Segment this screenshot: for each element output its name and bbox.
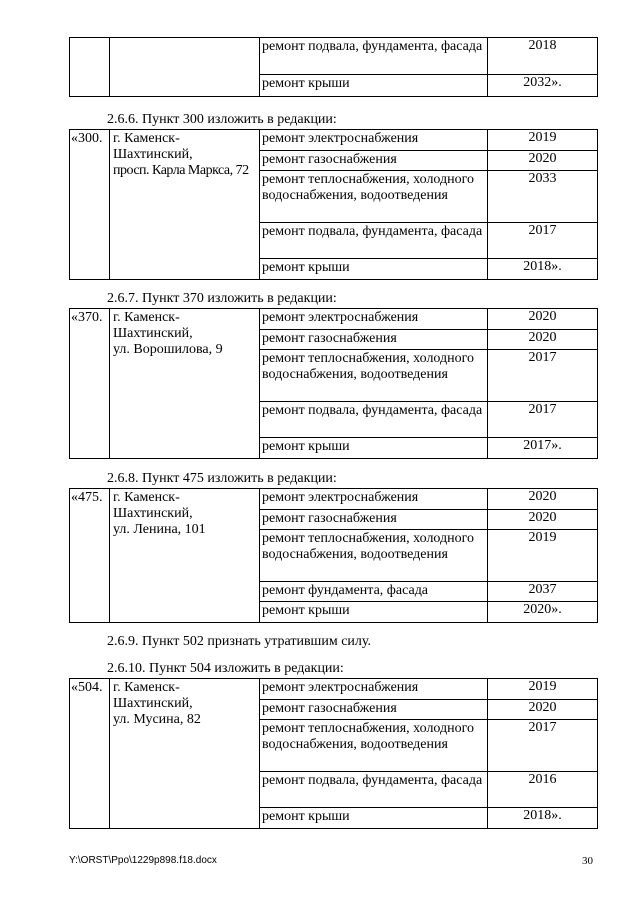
section-table-block (69, 488, 597, 623)
work-cell: ремонт крыши (260, 259, 488, 280)
address-cell (110, 309, 260, 459)
year-cell: 2017 (488, 720, 598, 772)
year-cell: 2017». (488, 438, 598, 459)
address-line: г. Каменск- (113, 131, 180, 146)
table-row (70, 679, 598, 700)
paragraph-269: 2.6.9. Пункт 502 признать утратившим силу. (107, 634, 371, 649)
item-number: «300. (70, 130, 110, 280)
address-cell (110, 679, 260, 829)
work-cell: ремонт газоснабжения (260, 510, 488, 530)
work-cell: ремонт электроснабжения (260, 679, 488, 700)
top-table-block (69, 37, 597, 97)
year-cell: 2037 (488, 582, 598, 602)
address-line: ул. Ворошилова, 9 (113, 342, 223, 357)
address-line: г. Каменск- (113, 490, 180, 505)
section-table-block (69, 308, 597, 459)
address-line: Шахтинский, (113, 696, 193, 711)
address-line: г. Каменск- (113, 310, 180, 325)
table-row (70, 309, 598, 330)
work-cell: ремонт подвала, фундамента, фасада (260, 38, 488, 75)
item-number: «504. (70, 679, 110, 829)
year-cell: 2020 (488, 510, 598, 530)
year-cell: 2019 (488, 530, 598, 582)
work-cell: ремонт теплоснабжения, холодного водоснабжения, водоотведения (260, 171, 488, 223)
work-cell: ремонт газоснабжения (260, 151, 488, 171)
section-table (69, 678, 598, 829)
address-line: просп. Карла Маркса, 72 (113, 163, 249, 178)
work-cell: ремонт крыши (260, 75, 488, 97)
year-cell: 2032». (488, 75, 598, 97)
year-cell: 2019 (488, 130, 598, 151)
table-row (70, 489, 598, 510)
work-cell: ремонт крыши (260, 602, 488, 623)
section-table-block (69, 678, 597, 829)
section-table (69, 488, 598, 623)
year-cell: 2020 (488, 489, 598, 510)
address-line: Шахтинский, (113, 506, 193, 521)
work-cell: ремонт газоснабжения (260, 700, 488, 720)
year-cell: 2018». (488, 808, 598, 829)
work-cell: ремонт подвала, фундамента, фасада (260, 772, 488, 808)
work-cell: ремонт фундамента, фасада (260, 582, 488, 602)
work-cell: ремонт теплоснабжения, холодного водоснабжения, водоотведения (260, 350, 488, 402)
year-cell: 2033 (488, 171, 598, 223)
top-table (69, 37, 598, 97)
year-cell: 2020 (488, 151, 598, 171)
year-cell: 2020 (488, 700, 598, 720)
num-cell (70, 38, 110, 97)
year-cell: 2017 (488, 223, 598, 259)
year-cell: 2017 (488, 402, 598, 438)
year-cell: 2016 (488, 772, 598, 808)
work-cell: ремонт крыши (260, 438, 488, 459)
work-cell: ремонт электроснабжения (260, 130, 488, 151)
year-cell: 2018». (488, 259, 598, 280)
work-cell: ремонт подвала, фундамента, фасада (260, 223, 488, 259)
address-line: ул. Ленина, 101 (113, 522, 206, 537)
item-number: «370. (70, 309, 110, 459)
section-heading: 2.6.8. Пункт 475 изложить в редакции: (107, 471, 337, 486)
footer-file-path: Y:\ORST\Ppo\1229p898.f18.docx (69, 855, 217, 866)
work-cell: ремонт теплоснабжения, холодного водоснабжения, водоотведения (260, 530, 488, 582)
section-table (69, 129, 598, 280)
address-line: ул. Мусина, 82 (113, 712, 201, 727)
item-number: «475. (70, 489, 110, 623)
work-cell: ремонт газоснабжения (260, 330, 488, 350)
section-heading: 2.6.6. Пункт 300 изложить в редакции: (107, 112, 337, 127)
table-row (70, 130, 598, 151)
section-table (69, 308, 598, 459)
work-cell: ремонт электроснабжения (260, 489, 488, 510)
year-cell: 2017 (488, 350, 598, 402)
address-line: Шахтинский, (113, 326, 193, 341)
year-cell: 2020». (488, 602, 598, 623)
section-heading: 2.6.7. Пункт 370 изложить в редакции: (107, 291, 337, 306)
year-cell: 2020 (488, 330, 598, 350)
work-cell: ремонт крыши (260, 808, 488, 829)
work-cell: ремонт теплоснабжения, холодного водоснабжения, водоотведения (260, 720, 488, 772)
address-cell (110, 489, 260, 623)
addr-cell (110, 38, 260, 97)
address-cell (110, 130, 260, 280)
table-row (70, 38, 598, 75)
year-cell: 2018 (488, 38, 598, 75)
section-heading: 2.6.10. Пункт 504 изложить в редакции: (107, 661, 344, 676)
year-cell: 2020 (488, 309, 598, 330)
year-cell: 2019 (488, 679, 598, 700)
work-cell: ремонт электроснабжения (260, 309, 488, 330)
address-line: Шахтинский, (113, 147, 193, 162)
page-number: 30 (582, 855, 593, 867)
address-line: г. Каменск- (113, 680, 180, 695)
work-cell: ремонт подвала, фундамента, фасада (260, 402, 488, 438)
section-table-block (69, 129, 597, 280)
